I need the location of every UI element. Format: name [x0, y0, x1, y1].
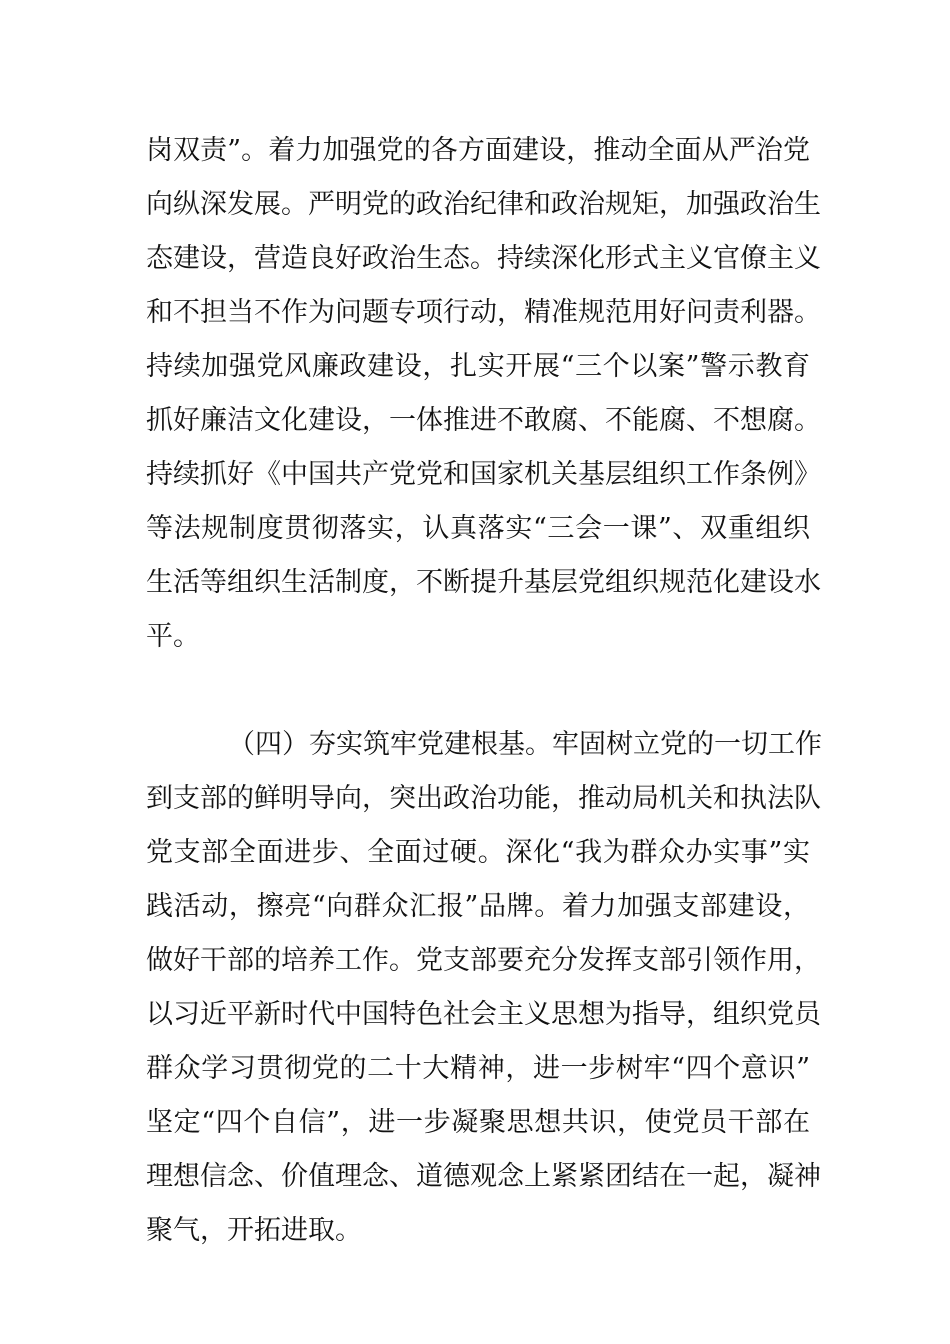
text-line: 抓好廉洁文化建设，一体推进不敢腐、不能腐、不想腐。: [146, 405, 821, 436]
text-line: 坚定“四个自信”，进一步凝聚思想共识，使党员干部在: [146, 1107, 810, 1138]
text-line: 生活等组织生活制度，不断提升基层党组织规范化建设水: [146, 567, 821, 598]
paragraph-section-four: [146, 718, 822, 1258]
text-line: 向纵深发展。严明党的政治纪律和政治规矩，加强政治生: [146, 189, 821, 220]
text-line: 平。: [146, 621, 200, 652]
text-line: 理想信念、价值理念、道德观念上紧紧团结在一起，凝神: [146, 1161, 821, 1192]
text-line: 群众学习贯彻党的二十大精神，进一步树牢“四个意识”: [146, 1053, 810, 1084]
text-line: 做好干部的培养工作。党支部要充分发挥支部引领作用，: [146, 945, 821, 976]
text-line: 和不担当不作为问题专项行动，精准规范用好问责利器。: [146, 297, 821, 328]
text-line: 践活动，擦亮“向群众汇报”品牌。着力加强支部建设，: [146, 891, 810, 922]
text-line: 岗双责”。着力加强党的各方面建设，推动全面从严治党: [146, 135, 810, 166]
text-line: 态建设，营造良好政治生态。持续深化形式主义官僚主义: [146, 243, 821, 274]
text-line: 以习近平新时代中国特色社会主义思想为指导，组织党员: [146, 999, 821, 1030]
text-line: 党支部全面进步、全面过硬。深化“我为群众办实事”实: [146, 837, 810, 868]
text-line: 到支部的鲜明导向，突出政治功能，推动局机关和执法队: [146, 783, 821, 814]
section-heading-line: （四）夯实筑牢党建根基。牢固树立党的一切工作: [228, 729, 822, 760]
text-line: 等法规制度贯彻落实，认真落实“三会一课”、双重组织: [146, 513, 810, 544]
text-line: 聚气，开拓进取。: [146, 1215, 362, 1246]
text-line: 持续抓好《中国共产党党和国家机关基层组织工作条例》: [146, 459, 821, 490]
paragraph-party-building-continuation: [146, 124, 821, 664]
text-line: 持续加强党风廉政建设，扎实开展“三个以案”警示教育: [146, 351, 810, 382]
